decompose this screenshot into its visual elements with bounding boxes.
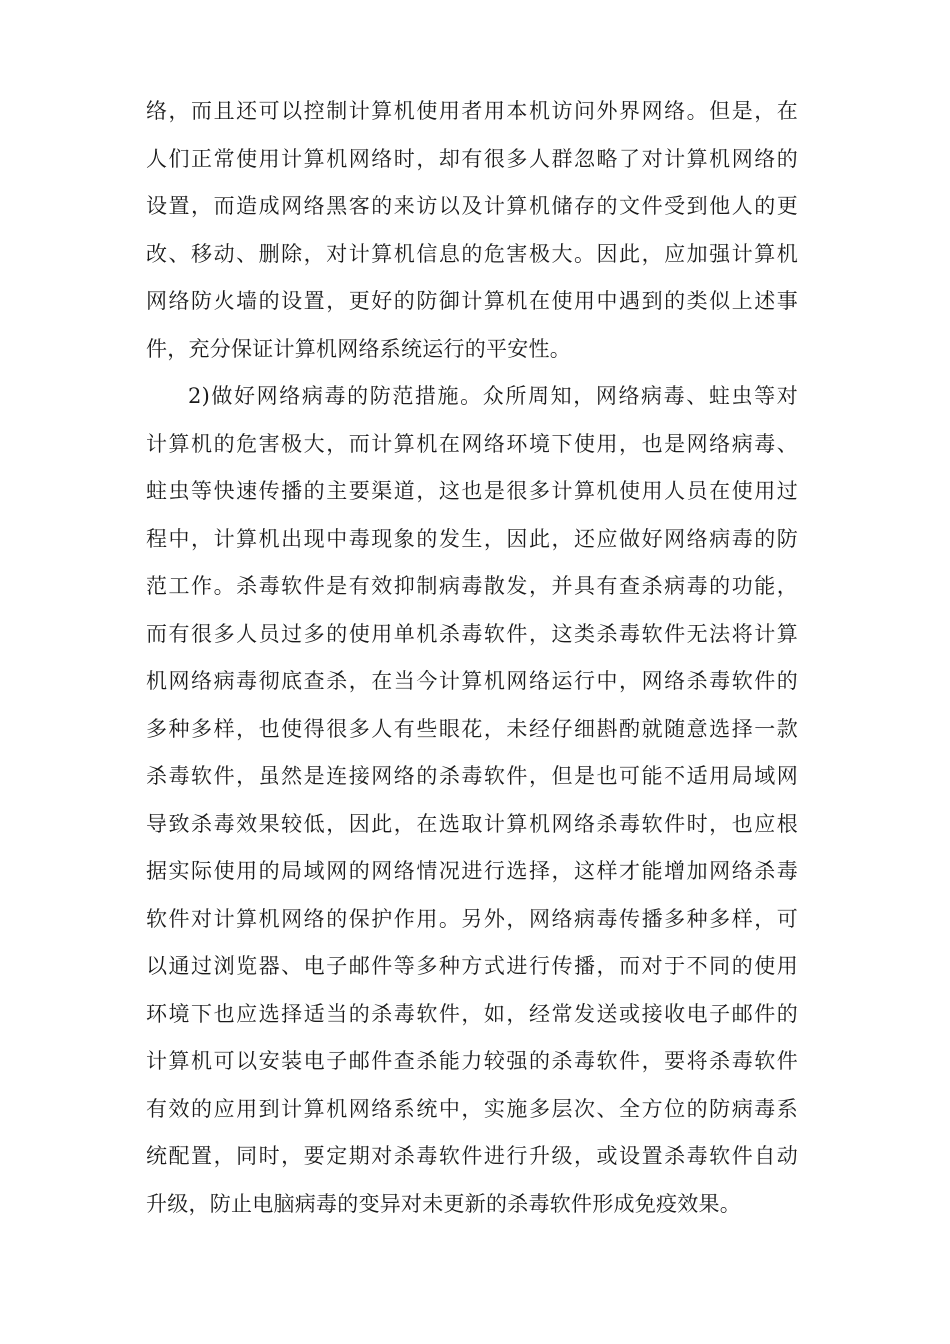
text-line: 导致杀毒效果较低，因此，在选取计算机网络杀毒软件时，也应根 [146, 811, 798, 836]
text-line: 而有很多人员过多的使用单机杀毒软件，这类杀毒软件无法将计算 [146, 621, 798, 646]
paragraph-firewall [146, 88, 798, 373]
text-line: 计算机的危害极大，而计算机在网络环境下使用，也是网络病毒、 [146, 431, 798, 456]
text-line: 程中，计算机出现中毒现象的发生，因此，还应做好网络病毒的防 [146, 526, 798, 551]
text-line: 环境下也应选择适当的杀毒软件，如，经常发送或接收电子邮件的 [146, 1001, 798, 1026]
text-line: 络，而且还可以控制计算机使用者用本机访问外界网络。但是，在 [146, 99, 798, 123]
text-line: 网络防火墙的设置，更好的防御计算机在使用中遇到的类似上述事 [146, 289, 798, 313]
text-line: 以通过浏览器、电子邮件等多种方式进行传播，而对于不同的使用 [146, 954, 798, 978]
text-line: 蛀虫等快速传播的主要渠道，这也是很多计算机使用人员在使用过 [146, 479, 798, 503]
body-text [146, 88, 798, 1228]
text-line: 设置，而造成网络黑客的来访以及计算机储存的文件受到他人的更 [146, 194, 798, 218]
text-line: 范工作。杀毒软件是有效抑制病毒散发，并具有查杀病毒的功能， [146, 574, 798, 598]
text-line: 多种多样，也使得很多人有些眼花，未经仔细斟酌就随意选择一款 [146, 716, 798, 741]
text-line: 2)做好网络病毒的防范措施。众所周知，网络病毒、蛀虫等对 [188, 384, 798, 408]
text-line: 机网络病毒彻底查杀，在当今计算机网络运行中，网络杀毒软件的 [146, 669, 798, 693]
text-line: 改、移动、删除，对计算机信息的危害极大。因此，应加强计算机 [146, 241, 798, 266]
text-line: 杀毒软件，虽然是连接网络的杀毒软件，但是也可能不适用局域网 [146, 764, 798, 788]
text-line: 件，充分保证计算机网络系统运行的平安性。 [146, 336, 571, 361]
paragraph-antivirus [146, 373, 798, 1228]
text-line: 据实际使用的局域网的网络情况进行选择，这样才能增加网络杀毒 [146, 859, 798, 883]
text-line: 升级，防止电脑病毒的变异对未更新的杀毒软件形成免疫效果。 [146, 1191, 741, 1216]
text-line: 统配置，同时，要定期对杀毒软件进行升级，或设置杀毒软件自动 [146, 1144, 798, 1168]
text-line: 软件对计算机网络的保护作用。另外，网络病毒传播多种多样，可 [146, 906, 798, 931]
text-line: 有效的应用到计算机网络系统中，实施多层次、全方位的防病毒系 [146, 1096, 798, 1121]
text-line: 计算机可以安装电子邮件查杀能力较强的杀毒软件，要将杀毒软件 [146, 1049, 798, 1073]
text-line: 人们正常使用计算机网络时，却有很多人群忽略了对计算机网络的 [146, 146, 798, 171]
